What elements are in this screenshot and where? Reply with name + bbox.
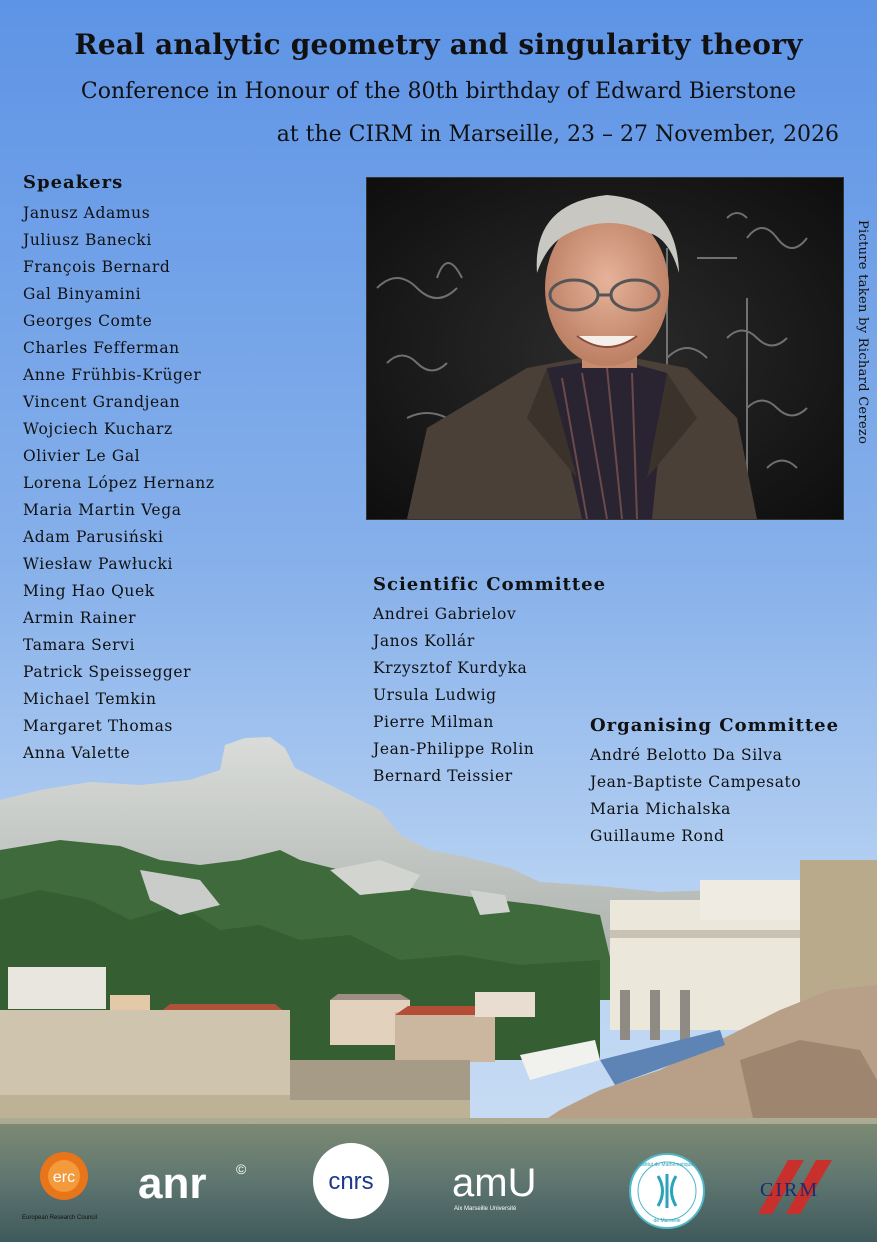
speaker-name: Wiesław Pawłucki xyxy=(23,555,174,573)
speaker-name: Vincent Grandjean xyxy=(23,393,181,411)
speaker-name: Gal Binyamini xyxy=(23,285,142,303)
speaker-name: Georges Comte xyxy=(23,312,153,330)
speaker-name: Adam Parusiński xyxy=(23,528,164,546)
organising-committee-heading: Organising Committee xyxy=(590,715,840,736)
amu-wordmark xyxy=(452,1154,567,1214)
committee-member: Krzysztof Kurdyka xyxy=(373,659,528,677)
i2m-caption-top: Institut de Mathématiques xyxy=(638,1162,696,1168)
speaker-name: Olivier Le Gal xyxy=(23,447,141,465)
speaker-name: Anna Valette xyxy=(23,744,131,762)
organiser: Jean-Baptiste Campesato xyxy=(590,773,802,791)
speaker-name: Tamara Servi xyxy=(23,636,136,654)
cirm-mark: CIRM xyxy=(760,1179,820,1201)
anr-wordmark xyxy=(138,1152,258,1207)
committee-member: Ursula Ludwig xyxy=(373,686,497,704)
committee-member: Pierre Milman xyxy=(373,713,494,731)
erc-logo xyxy=(20,1148,130,1224)
speaker-name: Juliusz Banecki xyxy=(23,231,152,249)
poster-venue-dates: at the CIRM in Marseille, 23 – 27 November, 2026 xyxy=(276,122,839,147)
amu-logo xyxy=(452,1154,567,1214)
speaker-name: Wojciech Kucharz xyxy=(23,420,173,438)
scientific-committee-list xyxy=(373,601,534,790)
committee-member: Jean-Philippe Rolin xyxy=(373,740,535,758)
organiser: André Belotto Da Silva xyxy=(590,746,783,764)
amu-mark: amU xyxy=(452,1161,537,1205)
erc-caption: European Research Council xyxy=(22,1215,98,1221)
cnrs-logo xyxy=(312,1142,390,1220)
erc-mark: erc xyxy=(52,1169,76,1186)
speaker-name: Michael Temkin xyxy=(23,690,157,708)
speaker-name: Lorena López Hernanz xyxy=(23,474,215,492)
erc-emblem-icon xyxy=(20,1148,130,1224)
cirm-emblem-icon xyxy=(758,1158,848,1218)
speaker-name: Patrick Speissegger xyxy=(23,663,192,681)
speaker-name: Margaret Thomas xyxy=(23,717,173,735)
poster-subtitle: Conference in Honour of the 80th birthday of Edward Bierstone xyxy=(80,79,797,104)
speakers-heading: Speakers xyxy=(23,172,124,193)
speaker-name: Charles Fefferman xyxy=(23,339,180,357)
portrait-photo xyxy=(366,177,844,520)
portrait-illustration xyxy=(367,178,843,519)
photo-credit: Picture taken by Richard Cerezo xyxy=(855,220,870,445)
speaker-name: Maria Martin Vega xyxy=(23,501,182,519)
cirm-logo xyxy=(758,1158,848,1218)
i2m-logo xyxy=(628,1152,706,1230)
committee-member: Andrei Gabrielov xyxy=(373,605,517,623)
organiser: Guillaume Rond xyxy=(590,827,725,845)
amu-caption: Aix Marseille Université xyxy=(454,1206,517,1212)
organising-committee-list xyxy=(590,742,801,850)
anr-mark: anr xyxy=(138,1159,207,1207)
speaker-name: Anne Frühbis-Krüger xyxy=(23,366,202,384)
i2m-caption-bottom: de Marseille xyxy=(653,1218,681,1224)
speaker-name: Ming Hao Quek xyxy=(23,582,155,600)
committee-member: Bernard Teissier xyxy=(373,767,513,785)
poster-title: Real analytic geometry and singularity theory xyxy=(74,28,803,61)
speaker-name: Armin Rainer xyxy=(23,609,137,627)
i2m-emblem-icon xyxy=(628,1152,706,1230)
anr-logo xyxy=(138,1152,258,1207)
scientific-committee-heading: Scientific Committee xyxy=(373,574,607,595)
cnrs-emblem-icon xyxy=(312,1142,390,1220)
committee-member: Janos Kollár xyxy=(373,632,475,650)
speaker-name: François Bernard xyxy=(23,258,171,276)
speakers-list xyxy=(23,200,215,767)
speaker-name: Janusz Adamus xyxy=(23,204,151,222)
organiser: Maria Michalska xyxy=(590,800,731,818)
cnrs-mark: cnrs xyxy=(328,1168,374,1195)
anr-symbol: © xyxy=(236,1161,247,1177)
